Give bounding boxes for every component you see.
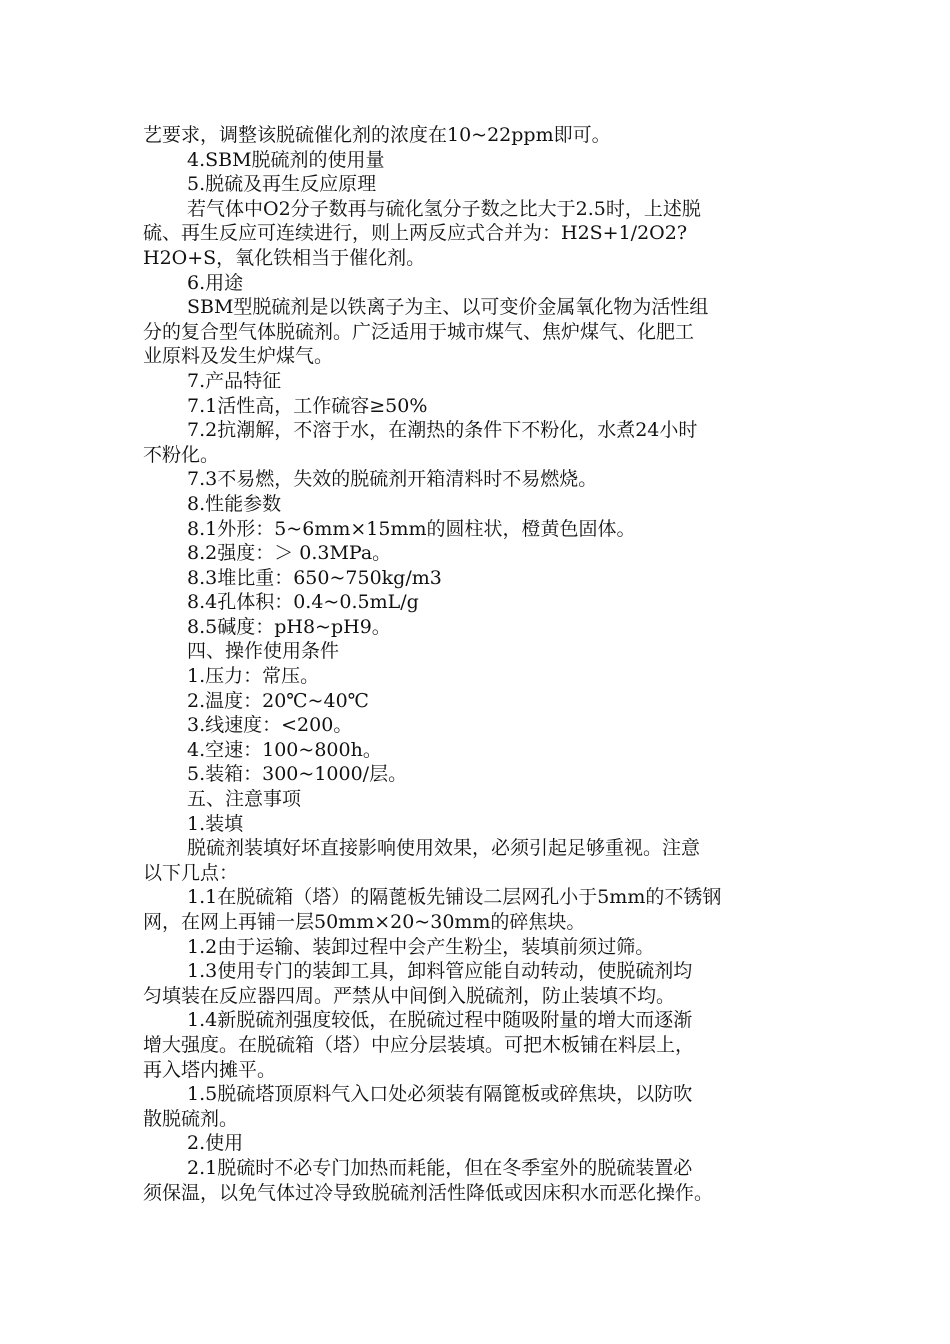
text-line: 2.使用 — [187, 1132, 244, 1155]
text-line: 以下几点： — [143, 861, 239, 884]
text-line: 3.线速度：<200。 — [187, 714, 353, 737]
text-line: 2.温度：20℃~40℃ — [187, 689, 369, 712]
text-line: 1.2由于运输、装卸过程中会产生粉尘，装填前须过筛。 — [187, 935, 655, 958]
text-line: 再入塔内摊平。 — [143, 1058, 277, 1081]
text-line: 1.5脱硫塔顶原料气入口处必须装有隔篦板或碎焦块，以防吹 — [187, 1083, 693, 1106]
text-line: 四、操作使用条件 — [187, 640, 340, 663]
text-line: 增大强度。在脱硫箱（塔）中应分层装填。可把木板铺在料层上， — [143, 1033, 695, 1056]
document-body — [143, 123, 808, 1205]
text-line: 若气体中O2分子数再与硫化氢分子数之比大于2.5时，上述脱 — [187, 197, 701, 220]
text-line: 8.2强度：＞ 0.3MPa。 — [187, 542, 392, 565]
text-line: 4.空速：100~800h。 — [187, 738, 382, 761]
text-line: 7.3不易燃，失效的脱硫剂开箱清料时不易燃烧。 — [187, 468, 598, 491]
text-line: 6.用途 — [187, 271, 244, 294]
text-line: 不粉化。 — [143, 443, 220, 466]
text-line: 8.3堆比重：650~750kg/m3 — [187, 566, 442, 589]
text-line: 1.4新脱硫剂强度较低，在脱硫过程中随吸附量的增大而逐渐 — [187, 1009, 693, 1032]
text-line: 8.4孔体积：0.4~0.5mL/g — [187, 591, 419, 614]
text-line: H2O+S，氧化铁相当于催化剂。 — [143, 246, 426, 269]
text-line: 业原料及发生炉煤气。 — [143, 345, 334, 368]
text-line: 网，在网上再铺一层50mm×20~30mm的碎焦块。 — [143, 911, 586, 933]
text-line: 7.2抗潮解，不溶于水，在潮热的条件下不粉化，水煮24小时 — [187, 419, 698, 442]
text-line: 8.性能参数 — [187, 492, 282, 515]
text-line: 1.3使用专门的装卸工具，卸料管应能自动转动，使脱硫剂均 — [187, 960, 693, 983]
text-line: 2.1脱硫时不必专门加热而耗能，但在冬季室外的脱硫装置必 — [187, 1156, 693, 1179]
text-line: 8.5碱度：pH8~pH9。 — [187, 615, 391, 638]
text-line: 1.1在脱硫箱（塔）的隔蓖板先铺设二层网孔小于5mm的不锈钢 — [187, 886, 722, 909]
text-line: 艺要求，调整该脱硫催化剂的浓度在10~22ppm即可。 — [143, 124, 611, 146]
text-line: 五、注意事项 — [187, 788, 302, 811]
text-line: 匀填装在反应器四周。严禁从中间倒入脱硫剂，防止装填不均。 — [143, 984, 676, 1007]
text-line: 7.1活性高，工作硫容≥50% — [187, 394, 428, 417]
text-line: 硫、再生反应可连续进行，则上两反应式合并为：H2S+1/2O2? — [143, 222, 688, 245]
text-line: 5.装箱：300~1000/层。 — [187, 763, 408, 786]
text-line: SBM型脱硫剂是以铁离子为主、以可变价金属氧化物为活性组 — [187, 296, 709, 319]
text-line: 7.产品特征 — [187, 369, 282, 392]
text-line: 脱硫剂装填好坏直接影响使用效果，必须引起足够重视。注意 — [187, 837, 701, 860]
text-line: 4.SBM脱硫剂的使用量 — [187, 148, 385, 171]
text-line: 1.压力：常压。 — [187, 665, 320, 688]
text-line: 分的复合型气体脱硫剂。广泛适用于城市煤气、焦炉煤气、化肥工 — [143, 320, 695, 343]
text-line: 8.1外形：5~6mm×15mm的圆柱状，橙黄色固体。 — [187, 517, 636, 540]
text-line: 5.脱硫及再生反应原理 — [187, 173, 377, 196]
text-line: 散脱硫剂。 — [143, 1107, 239, 1130]
text-line: 1.装填 — [187, 812, 244, 835]
text-line: 须保温，以免气体过冷导致脱硫剂活性降低或因床积水而恶化操作。 — [143, 1181, 714, 1204]
